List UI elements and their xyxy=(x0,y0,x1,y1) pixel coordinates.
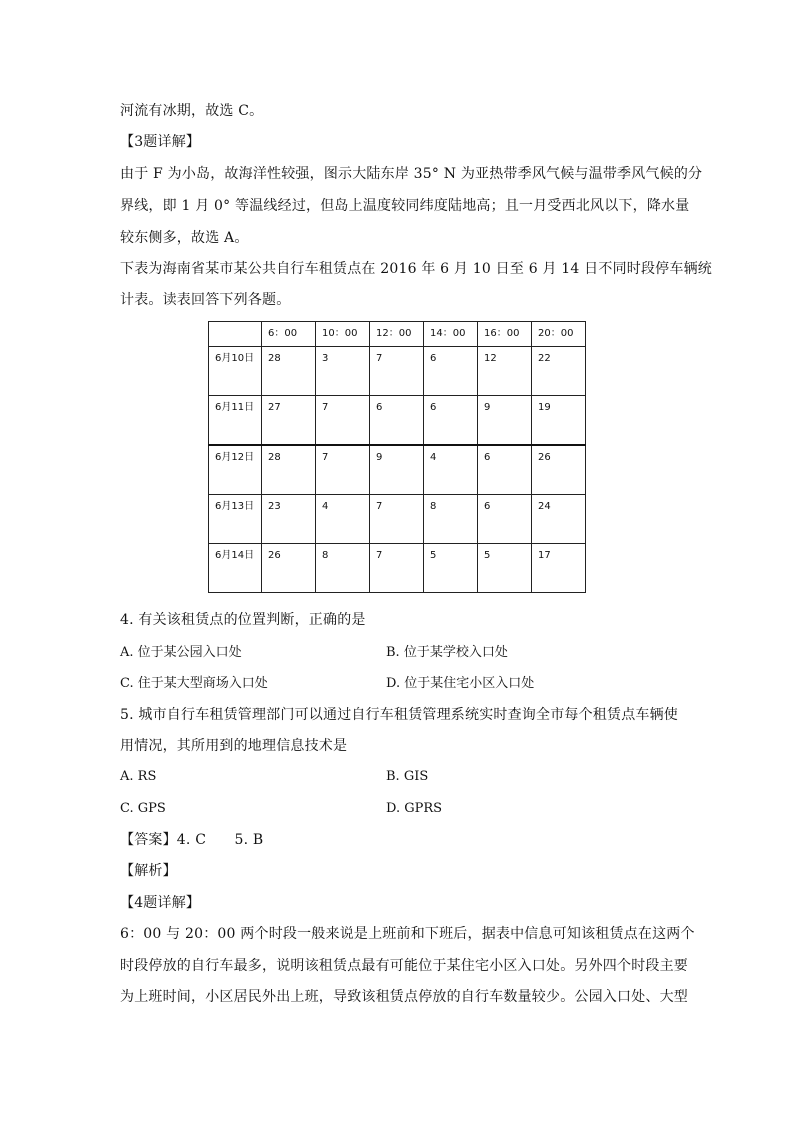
table-cell: 5 xyxy=(478,544,532,593)
table-header-row xyxy=(209,322,586,347)
explanation-line: 6：00 与 20：00 两个时段一般来说是上班前和下班后，据表中信息可知该租赁点在这两个 xyxy=(120,926,695,942)
table-cell: 28 xyxy=(262,445,316,495)
table-row xyxy=(209,495,586,544)
explanation-line: 为上班时间，小区居民外出上班，导致该租赁点停放的自行车数量较少。公园入口处、大型 xyxy=(120,989,688,1005)
question-5-option-c: C. GPS xyxy=(120,801,166,816)
question-4-stem: 4. 有关该租赁点的位置判断，正确的是 xyxy=(120,612,366,628)
question-4-option-d: D. 位于某住宅小区入口处 xyxy=(386,676,535,691)
table-cell: 6 xyxy=(478,495,532,544)
table-header-cell: 16：00 xyxy=(478,322,532,347)
table-cell: 9 xyxy=(370,445,424,495)
table-cell: 12 xyxy=(478,347,532,396)
table-header-cell xyxy=(209,322,262,347)
table-cell: 3 xyxy=(316,347,370,396)
table-header-cell: 12：00 xyxy=(370,322,424,347)
analysis-heading: 【解析】 xyxy=(120,863,177,879)
bike-count-table xyxy=(208,321,586,593)
table-row xyxy=(209,347,586,396)
table-row xyxy=(209,544,586,593)
table-row xyxy=(209,445,586,495)
section-heading: 【4题详解】 xyxy=(120,895,201,911)
question-4-option-b: B. 位于某学校入口处 xyxy=(386,645,508,660)
question-5-stem: 5. 城市自行车租赁管理部门可以通过自行车租赁管理系统实时查询全市每个租赁点车辆使 xyxy=(120,707,679,723)
question-4-option-a: A. 位于某公园入口处 xyxy=(120,645,242,660)
table-cell: 24 xyxy=(532,495,586,544)
table-cell: 6 xyxy=(478,445,532,495)
table-date-cell: 6月14日 xyxy=(209,544,262,593)
table-cell: 28 xyxy=(262,347,316,396)
table-cell: 6 xyxy=(370,396,424,446)
question-5-option-b: B. GIS xyxy=(386,769,429,784)
table-header-cell: 20：00 xyxy=(532,322,586,347)
table-cell: 7 xyxy=(370,544,424,593)
table-cell: 22 xyxy=(532,347,586,396)
table-cell: 4 xyxy=(316,495,370,544)
table-date-cell: 6月11日 xyxy=(209,396,262,446)
table-cell: 8 xyxy=(424,495,478,544)
table-cell: 8 xyxy=(316,544,370,593)
table-cell: 4 xyxy=(424,445,478,495)
table-cell: 6 xyxy=(424,396,478,446)
question-5-option-a: A. RS xyxy=(120,769,157,784)
table-cell: 9 xyxy=(478,396,532,446)
table-cell: 17 xyxy=(532,544,586,593)
table-cell: 6 xyxy=(424,347,478,396)
table-header-cell: 10：00 xyxy=(316,322,370,347)
table-date-cell: 6月10日 xyxy=(209,347,262,396)
table-header-cell: 14：00 xyxy=(424,322,478,347)
question-4-option-c: C. 住于某大型商场入口处 xyxy=(120,676,268,691)
table-cell: 7 xyxy=(316,396,370,446)
table-cell: 19 xyxy=(532,396,586,446)
paragraph-line: 河流有冰期，故选 C。 xyxy=(120,103,264,119)
paragraph-line: 界线，即 1 月 0° 等温线经过，但岛上温度较同纬度陆地高；且一月受西北风以下，降水量 xyxy=(120,198,690,214)
table-cell: 7 xyxy=(370,347,424,396)
paragraph-line: 由于 F 为小岛，故海洋性较强，图示大陆东岸 35° N 为亚热带季风气候与温带季风气候的分 xyxy=(120,166,703,182)
table-date-cell: 6月13日 xyxy=(209,495,262,544)
table-cell: 7 xyxy=(370,495,424,544)
table-row xyxy=(209,396,586,446)
table-cell: 23 xyxy=(262,495,316,544)
answer-line: 【答案】4. C 5. B xyxy=(120,832,264,848)
table-header-cell: 6：00 xyxy=(262,322,316,347)
table-cell: 26 xyxy=(262,544,316,593)
table-cell: 26 xyxy=(532,445,586,495)
table-date-cell: 6月12日 xyxy=(209,445,262,495)
table-cell: 7 xyxy=(316,445,370,495)
table-cell: 27 xyxy=(262,396,316,446)
paragraph-line: 较东侧多，故选 A。 xyxy=(120,230,249,246)
section-heading: 【3题详解】 xyxy=(120,134,201,150)
question-5-stem: 用情况，其所用到的地理信息技术是 xyxy=(120,738,348,754)
question-5-option-d: D. GPRS xyxy=(386,801,443,816)
paragraph-line: 下表为海南省某市某公共自行车租赁点在 2016 年 6 月 10 日至 6 月 14 日不同时段停车辆统 xyxy=(120,261,712,277)
explanation-line: 时段停放的自行车最多，说明该租赁点最有可能位于某住宅小区入口处。另外四个时段主要 xyxy=(120,958,688,974)
table-cell: 5 xyxy=(424,544,478,593)
paragraph-line: 计表。读表回答下列各题。 xyxy=(120,292,291,308)
